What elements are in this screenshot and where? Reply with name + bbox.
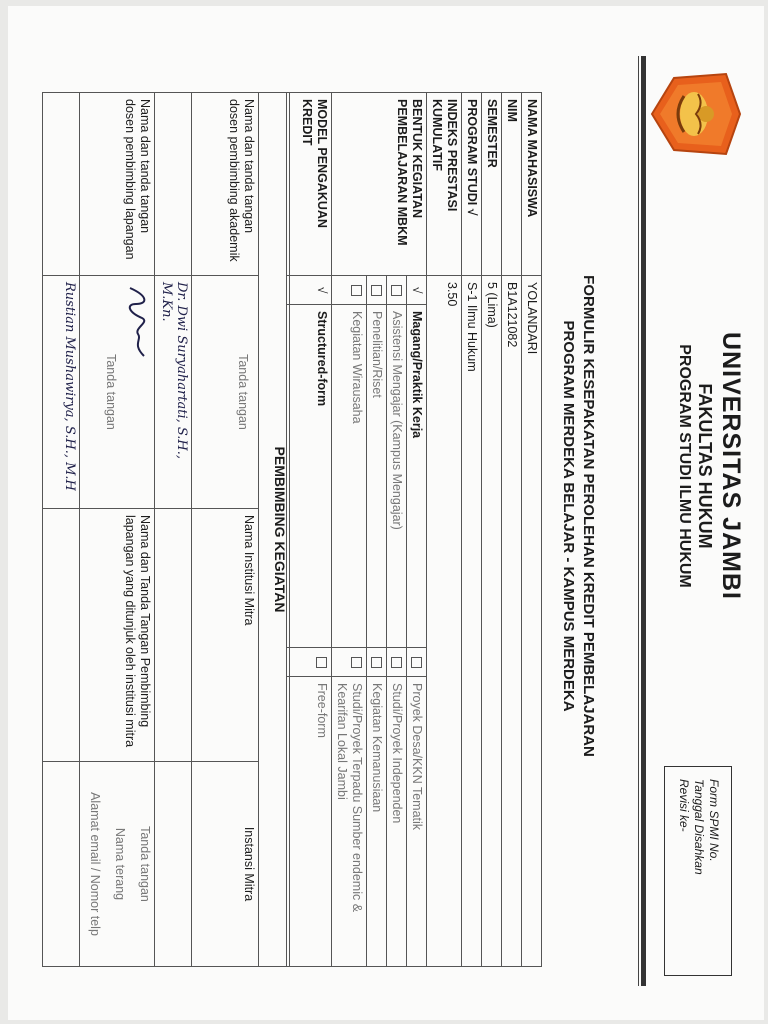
option-riset: Penelitian/Riset [367, 305, 387, 648]
document-page [8, 6, 764, 1020]
option-desa: Proyek Desa/KKN Tematik [407, 677, 427, 967]
hint-email-phone: Alamat email / Nomor telp [88, 792, 102, 936]
checkbox-kemanusiaan[interactable] [367, 648, 387, 677]
header-rule-thin [638, 56, 639, 986]
checkbox-freeform[interactable] [287, 648, 332, 677]
form-meta-revision: Revisi ke- [677, 779, 691, 832]
label-student-name: NAMA MAHASISWA [522, 93, 542, 276]
option-structured: Structured-form [287, 305, 332, 648]
option-magang: Magang/Praktik Kerja [407, 305, 427, 648]
value-ipk: 3.50 [427, 276, 462, 967]
table-row [462, 93, 482, 967]
label-program: PROGRAM STUDI √ [462, 93, 482, 276]
table-row [80, 93, 155, 967]
check-mark-structured[interactable]: √ [287, 276, 332, 305]
academic-advisor-sign-cell[interactable] [192, 276, 259, 509]
academic-advisor-name [155, 276, 192, 509]
header-rule [641, 56, 646, 986]
letterhead [610, 56, 750, 1006]
hint-signature: Tanda tangan [138, 826, 152, 902]
label-semester: SEMESTER [482, 93, 502, 276]
advisor-name-handwritten: Dr. Dwi Suryahartati, S.H., M.Kn. [159, 282, 189, 460]
checkbox-asistensi[interactable] [387, 276, 407, 305]
form-title [558, 176, 598, 856]
value-program: S-1 Ilmu Hukum [462, 276, 482, 967]
label-academic-advisor: Nama dan tanda tangan dosen pembimbing akademik [192, 93, 259, 276]
value-student-name: YOLANDARI [522, 276, 542, 967]
option-freeform: Free-form [287, 677, 332, 967]
supervisor-title: PEMBIMBING KEGIATAN [259, 93, 290, 967]
rotated-form [30, 56, 750, 1006]
checkbox-riset[interactable] [367, 276, 387, 305]
form-meta-date: Tanggal Disahkan [692, 779, 706, 875]
form-title-line1: FORMULIR KESEPAKATAN PEROLEHAN KREDIT PEMBELAJARAN [580, 275, 597, 757]
faculty-name: FAKULTAS HUKUM [695, 383, 715, 549]
sign-hint: Tanda tangan [236, 354, 250, 430]
university-name: UNIVERSITAS JAMBI [717, 332, 745, 600]
option-wirausaha: Kegiatan Wirausaha [332, 305, 367, 648]
university-logo-icon [648, 66, 744, 162]
student-info-table [286, 92, 542, 967]
field-advisor-name [43, 276, 80, 509]
label-field-advisor: Nama dan tanda tangan dosen pembimbing lapangan [80, 93, 155, 276]
value-nim: B1A121082 [502, 276, 522, 967]
hint-full-name: Nama terang [113, 827, 127, 901]
table-row [502, 93, 522, 967]
supervisor-table [42, 92, 290, 967]
form-meta-number: Form SPMI No. [707, 779, 721, 862]
table-row [407, 93, 427, 967]
table-row [155, 93, 192, 967]
field-advisor-sign-cell[interactable] [80, 276, 155, 509]
table-row [427, 93, 462, 967]
program-name: PROGRAM STUDI ILMU HUKUM [676, 344, 693, 588]
value-partner-institution: Instansi Mitra [192, 762, 259, 967]
label-nim: NIM [502, 93, 522, 276]
label-field-advisor-institution: Nama dan Tanda Tangan Pembimbing lapangan yang ditunjuk oleh institusi mitra [80, 509, 155, 762]
label-partner-institution: Nama Institusi Mitra [192, 509, 259, 762]
table-row [522, 93, 542, 967]
option-independen: Studi/Proyek Independen [387, 677, 407, 967]
signature-scribble-icon [122, 282, 152, 362]
table-row [259, 93, 290, 967]
option-terpadu: Studi/Proyek Terpadu Sumber endemic & Kearifan Lokal Jambi [332, 677, 367, 967]
checkbox-terpadu[interactable] [332, 648, 367, 677]
option-kemanusiaan: Kegiatan Kemanusiaan [367, 677, 387, 967]
form-meta-box [664, 766, 732, 976]
table-row [192, 93, 259, 967]
checkbox-desa[interactable] [407, 648, 427, 677]
checkbox-wirausaha[interactable] [332, 276, 367, 305]
label-mbkm: BENTUK KEGIATAN PEMBELAJARAN MBKM [332, 93, 427, 276]
label-ipk: INDEKS PRESTASI KUMULATIF [427, 93, 462, 276]
table-row [287, 93, 332, 967]
label-credit-model: MODEL PENGAKUAN KREDIT [287, 93, 332, 276]
option-asistensi: Asistensi Mengajar (Kampus Mengajar) [387, 305, 407, 648]
form-title-line2: PROGRAM MERDEKA BELAJAR - KAMPUS MERDEKA [560, 320, 577, 712]
value-semester: 5 (Lima) [482, 276, 502, 967]
field-advisor-name-handwritten: Rustian Mushawirya, S.H., M.H [62, 282, 77, 491]
sign-hint-2: Tanda tangan [104, 354, 118, 430]
check-mark[interactable]: √ [407, 276, 427, 305]
table-row [43, 93, 80, 967]
field-advisor-hints [80, 762, 155, 967]
checkbox-independen[interactable] [387, 648, 407, 677]
table-row [482, 93, 502, 967]
